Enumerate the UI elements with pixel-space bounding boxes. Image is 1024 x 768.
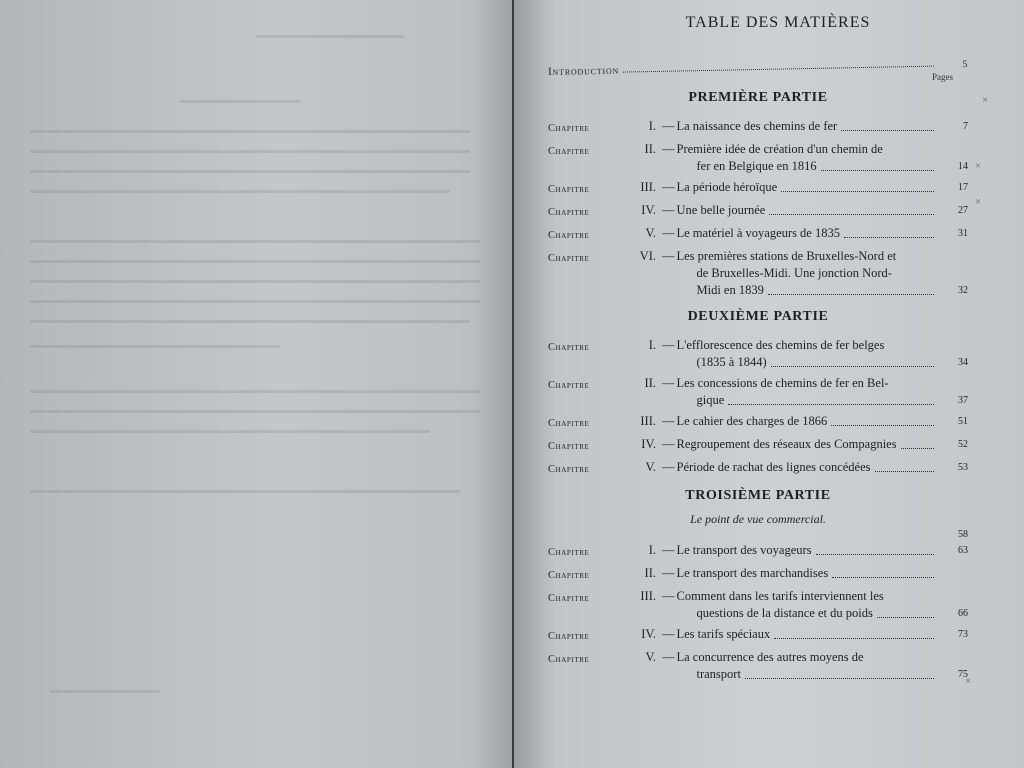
page-number: 37 — [958, 395, 968, 406]
dot-leader — [745, 678, 934, 679]
chapter-title-text: Une belle journée — [676, 203, 766, 217]
page-number: 58 — [958, 529, 968, 540]
chapter-title-line — [677, 354, 969, 371]
em-dash: — — [662, 180, 675, 194]
dot-leader — [768, 294, 934, 295]
dot-leader — [781, 191, 934, 192]
show-through-text — [30, 320, 470, 323]
page-number: 75 — [958, 669, 968, 680]
dot-leader — [832, 577, 934, 578]
chapter-title — [677, 588, 969, 622]
chapter-title-line — [677, 265, 969, 282]
show-through-text — [30, 410, 480, 413]
chapter-number: V. — [645, 650, 656, 664]
chapter-title-line — [677, 542, 969, 559]
part-section — [548, 90, 968, 299]
chapter-title-text: transport — [696, 667, 741, 681]
page-number: 32 — [958, 285, 968, 296]
em-dash: — — [662, 650, 675, 664]
chapter-title-line — [677, 337, 969, 354]
show-through-text — [50, 690, 160, 693]
chapter-title-text: Le cahier des charges de 1866 — [676, 414, 828, 428]
chapter-label: Chapitre — [548, 418, 590, 429]
chapter-title — [677, 413, 969, 432]
show-through-text — [30, 300, 480, 303]
chapter-label: Chapitre — [548, 146, 590, 157]
chapter-label: Chapitre — [548, 547, 590, 558]
dot-leader — [821, 170, 934, 171]
show-through-text — [30, 430, 430, 433]
chapter-title-text: Le matériel à voyageurs de 1835 — [676, 226, 840, 240]
chapter-title — [677, 141, 969, 175]
chapter-title — [677, 459, 969, 478]
em-dash: — — [662, 338, 675, 352]
chapter-label: Chapitre — [548, 380, 590, 391]
chapter-title-line — [677, 392, 969, 409]
chapter-title — [677, 565, 969, 584]
chapter-number: V. — [645, 460, 656, 474]
pencil-check-mark: × — [982, 94, 989, 106]
dot-leader — [816, 554, 934, 555]
em-dash: — — [662, 566, 675, 580]
page-number: 31 — [958, 228, 968, 239]
chapter-entry — [548, 436, 968, 455]
pencil-check-mark: × — [975, 160, 982, 172]
dot-leader — [875, 471, 934, 472]
chapter-entry — [548, 649, 968, 683]
parts-list — [548, 90, 968, 683]
show-through-text — [30, 280, 480, 283]
chapter-title-line — [677, 141, 969, 158]
page-number: 17 — [958, 182, 968, 193]
page-number: 51 — [958, 416, 968, 427]
page-number: 5 — [962, 58, 969, 71]
page-number: 53 — [958, 462, 968, 473]
chapter-title-text: Première idée de création d'un chemin de — [676, 142, 883, 156]
show-through-text — [30, 260, 480, 263]
chapter-title — [677, 626, 969, 645]
chapter-entry — [548, 565, 968, 584]
chapter-title-text: La concurrence des autres moyens de — [676, 650, 864, 664]
dot-leader — [769, 214, 934, 215]
dot-leader — [844, 237, 934, 238]
show-through-text — [30, 390, 480, 393]
em-dash: — — [662, 249, 675, 263]
chapter-title-text: La naissance des chemins de fer — [676, 119, 838, 133]
chapter-title-text: Les tarifs spéciaux — [676, 627, 771, 641]
introduction-label: Introduction — [547, 64, 620, 79]
chapter-title-line — [677, 118, 969, 135]
chapter-label: Chapitre — [548, 230, 590, 241]
chapter-title-line — [677, 282, 969, 299]
dot-leader — [831, 425, 934, 426]
chapter-title-line — [677, 626, 969, 643]
dot-leader — [774, 638, 934, 639]
page-number: 63 — [958, 545, 968, 556]
chapter-title — [677, 436, 969, 455]
dot-leader — [728, 404, 934, 405]
chapter-title-line — [677, 413, 969, 430]
chapter-entry — [548, 626, 968, 645]
chapter-label: Chapitre — [548, 342, 590, 353]
page-number: 52 — [958, 439, 968, 450]
part-subtitle: Le point de vue commercial. — [690, 512, 826, 526]
chapter-title — [677, 649, 969, 683]
chapter-title — [677, 225, 969, 244]
page-number: 73 — [958, 629, 968, 640]
chapter-title-text: Les concessions de chemins de fer en Bel- — [676, 376, 889, 390]
chapter-title-line — [677, 179, 969, 196]
chapter-title — [677, 118, 969, 137]
chapter-title-text: L'efflorescence des chemins de fer belges — [676, 338, 885, 352]
part-heading: DEUXIÈME PARTIE — [687, 309, 829, 324]
chapter-number: IV. — [641, 203, 656, 217]
chapter-number: IV. — [641, 627, 656, 641]
chapter-entry — [548, 202, 968, 221]
chapter-entry — [548, 375, 968, 409]
show-through-text — [30, 240, 480, 243]
introduction-entry — [548, 58, 968, 78]
em-dash: — — [662, 589, 675, 603]
chapter-number: I. — [648, 338, 656, 352]
page-number: 34 — [958, 357, 968, 368]
chapter-entry — [548, 459, 968, 478]
chapter-title-text: La période héroïque — [676, 180, 778, 194]
part-heading: TROISIÈME PARTIE — [685, 488, 831, 503]
chapter-title-line — [677, 666, 969, 683]
page-number: 7 — [963, 121, 968, 132]
chapter-label: Chapitre — [548, 207, 590, 218]
chapter-title-line — [677, 248, 969, 265]
chapter-entry — [548, 118, 968, 137]
chapter-entry — [548, 413, 968, 432]
chapter-title-line — [677, 649, 969, 666]
em-dash: — — [662, 543, 675, 557]
chapter-entry — [548, 248, 968, 299]
chapter-entry — [548, 588, 968, 622]
pencil-check-mark: × — [965, 675, 972, 687]
chapter-title-text: fer en Belgique en 1816 — [696, 159, 817, 173]
chapter-entry — [548, 179, 968, 198]
chapter-title-line — [677, 225, 969, 242]
chapter-title — [677, 202, 969, 221]
chapter-number: I. — [648, 543, 656, 557]
chapter-title-text: gique — [696, 393, 725, 407]
chapter-entry — [548, 141, 968, 175]
em-dash: — — [662, 376, 675, 390]
chapter-title-text: de Bruxelles-Midi. Une jonction Nord- — [696, 266, 892, 280]
page-number: 66 — [958, 608, 968, 619]
chapter-title-text: Les premières stations de Bruxelles-Nord et — [676, 249, 897, 263]
chapter-title-line — [677, 588, 969, 605]
dot-leader — [877, 617, 934, 618]
dot-leader — [771, 366, 934, 367]
chapter-title-line — [677, 605, 969, 622]
em-dash: — — [662, 203, 675, 217]
show-through-text — [255, 35, 405, 38]
part-section — [548, 309, 968, 478]
chapter-label: Chapitre — [548, 464, 590, 475]
show-through-text — [30, 130, 470, 133]
chapter-title-line — [677, 158, 969, 175]
page-title: TABLE DES MATIÈRES — [685, 14, 871, 31]
pencil-check-mark: × — [975, 196, 982, 208]
chapter-title-text: Comment dans les tarifs interviennent les — [676, 589, 884, 603]
chapter-title-text: Midi en 1839 — [696, 283, 764, 297]
chapter-entry — [548, 542, 968, 561]
chapter-entry — [548, 225, 968, 244]
chapter-label: Chapitre — [548, 441, 590, 452]
chapter-number: IV. — [641, 437, 656, 451]
dot-leader — [841, 130, 934, 131]
em-dash: — — [662, 460, 675, 474]
chapter-title — [677, 337, 969, 371]
dot-leader — [901, 448, 934, 449]
chapter-title-text: Période de rachat des lignes concédées — [676, 460, 871, 474]
chapter-title — [677, 248, 969, 299]
chapter-label: Chapitre — [548, 631, 590, 642]
chapter-entry — [548, 337, 968, 371]
show-through-text — [30, 345, 280, 348]
chapter-label: Chapitre — [548, 593, 590, 604]
show-through-text — [180, 100, 300, 103]
show-through-text — [30, 490, 460, 493]
page-number: 14 — [958, 161, 968, 172]
chapter-title-line — [677, 459, 969, 476]
chapter-title — [677, 375, 969, 409]
chapter-number: II. — [644, 142, 656, 156]
chapter-number: III. — [640, 414, 656, 428]
chapter-title-text: questions de la distance et du poids — [696, 606, 873, 620]
chapter-label: Chapitre — [548, 123, 590, 134]
em-dash: — — [662, 142, 675, 156]
em-dash: — — [662, 226, 675, 240]
chapter-title-text: Regroupement des réseaux des Compagnies — [676, 437, 897, 451]
show-through-text — [30, 190, 450, 193]
chapter-number: III. — [640, 180, 656, 194]
chapter-number: VI. — [639, 249, 656, 263]
em-dash: — — [662, 437, 675, 451]
chapter-number: III. — [640, 589, 656, 603]
chapter-title-line — [677, 375, 969, 392]
chapter-number: II. — [644, 566, 656, 580]
table-of-contents — [548, 10, 968, 693]
chapter-label: Chapitre — [548, 654, 590, 665]
em-dash: — — [662, 414, 675, 428]
chapter-label: Chapitre — [548, 184, 590, 195]
part-heading: PREMIÈRE PARTIE — [688, 90, 828, 105]
chapter-title-text: Le transport des marchandises — [676, 566, 829, 580]
chapter-title-line — [677, 436, 969, 453]
chapter-title-text: (1835 à 1844) — [696, 355, 767, 369]
em-dash: — — [662, 119, 675, 133]
chapter-label: Chapitre — [548, 253, 590, 264]
part-section — [548, 488, 968, 683]
show-through-text — [30, 170, 470, 173]
em-dash: — — [662, 627, 675, 641]
chapter-number: II. — [644, 376, 656, 390]
chapter-title-line — [677, 565, 969, 582]
chapter-number: I. — [648, 119, 656, 133]
page-number: 27 — [958, 205, 968, 216]
dot-leader — [623, 66, 934, 73]
show-through-text — [30, 150, 470, 153]
chapter-number: V. — [645, 226, 656, 240]
chapter-title — [677, 179, 969, 198]
chapter-label: Chapitre — [548, 570, 590, 581]
chapter-title-text: Le transport des voyageurs — [676, 543, 812, 557]
chapter-title-line — [677, 202, 969, 219]
pages-column-label: Pages — [932, 72, 953, 82]
chapter-title — [677, 542, 969, 561]
